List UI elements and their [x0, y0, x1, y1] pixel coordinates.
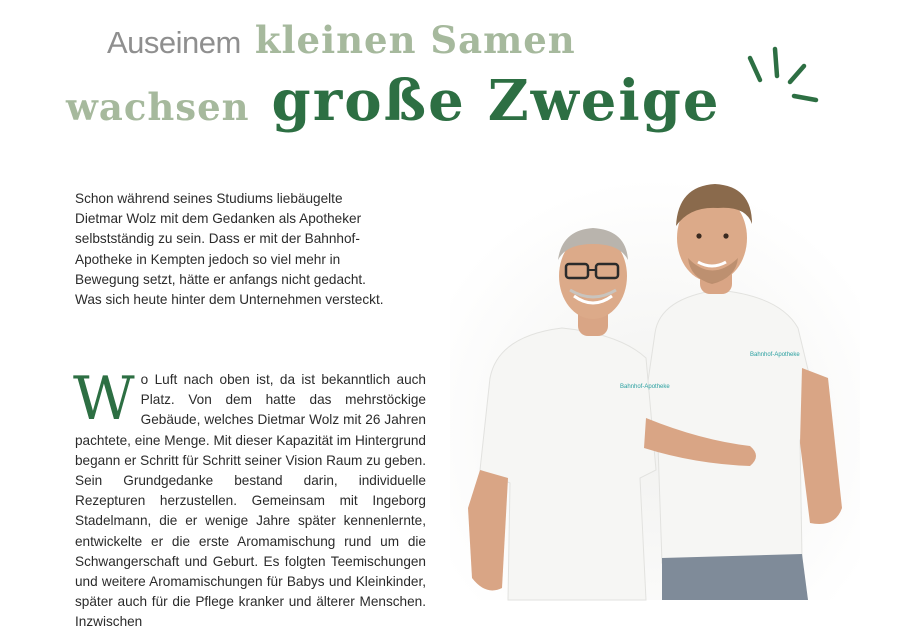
headline-stamp-light-text: wachsen — [66, 85, 250, 129]
headline-line-2 — [66, 68, 721, 134]
headline-stamp-dark-text-2: Zweige — [487, 68, 721, 134]
headline-line-1 — [107, 18, 576, 62]
shirt-print-left: Bahnhof-Apotheke — [620, 384, 670, 390]
headline-stamp-text: kleinen Samen — [254, 18, 576, 62]
article-text: o Luft nach oben ist, da ist bekanntlich auch Platz. Von dem hatte das mehrstöckige Gebäude, welches Dietmar Wolz mit 26 Jahren pachtete, eine Menge. Mit dieser Kapazität im Hintergrund begann er Schritt für Schritt seiner Vision Raum zu geben. Sein Grundgedanke bestand darin, individuelle Rezepturen herzustellen. Gemeinsam mit Ingeborg Stadelmann, die er wenige Jahre später kennenlernte, entwickelte er die erste Aromamischung rund um die Schwangerschaft und Geburt. Es folgten Teemischungen und weitere Aromamischungen für Babys und Kleinkinder, später auch für die Pflege kranker und älterer Menschen. Inzwischen — [75, 372, 426, 630]
shirt-print-right: Bahnhof-Apotheke — [750, 352, 800, 358]
article-body — [73, 364, 426, 630]
drop-cap: W — [73, 364, 135, 434]
headline-stamp-dark-text-1: große — [271, 68, 466, 134]
intro-text: Schon während seines Studiums liebäugelte Dietmar Wolz mit dem Gedanken als Apotheker selbstständig zu sein. Dass er mit der Bahnhof-Apotheke in Kempten jedoch so viel mehr in Bewegung setzt, hätte er anfangs nicht gedacht. Was sich heute hinter dem Unternehmen versteckt. — [75, 191, 384, 308]
sparkle-burst-icon — [742, 44, 822, 114]
headline — [0, 0, 900, 170]
headline-thin-text: Auseinem — [107, 25, 241, 60]
portrait-photo — [450, 178, 860, 600]
intro-paragraph — [75, 189, 385, 310]
